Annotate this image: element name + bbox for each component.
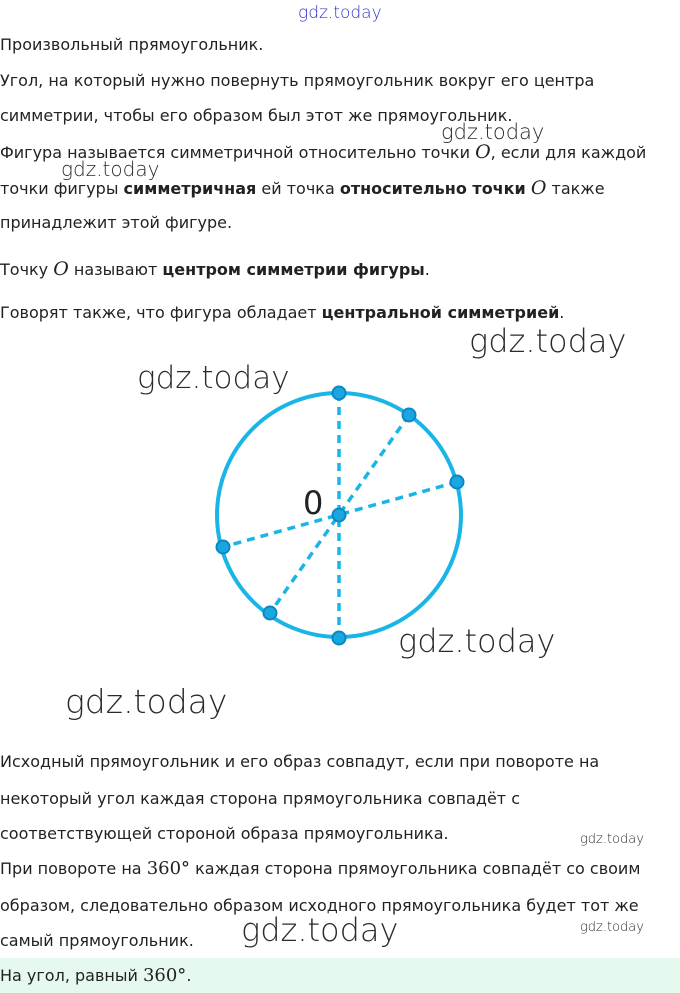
text-segment: На угол, равный	[0, 966, 143, 985]
answer-box	[0, 958, 680, 993]
watermark: gdz.today	[241, 911, 399, 949]
point-lower-left	[264, 607, 277, 620]
text-line-9: Исходный прямоугольник и его образ совпадут, если при повороте на	[0, 752, 600, 771]
angle-value: 360°	[142, 965, 187, 986]
point-left	[217, 541, 230, 554]
watermark: gdz.today	[65, 682, 228, 721]
text-line-1: Произвольный прямоугольник.	[0, 35, 264, 54]
bold-term: центром симметрии фигуры	[162, 260, 425, 279]
watermark: gdz.today	[61, 157, 160, 181]
watermark: gdz.today	[441, 120, 545, 144]
text-segment: ей точка	[256, 179, 340, 198]
point-o-symbol: O	[530, 177, 547, 199]
text-segment: .	[424, 260, 430, 279]
watermark-small: gdz.today	[580, 832, 644, 847]
text-line-11: соответствующей стороной образа прямоугольника.	[0, 824, 449, 843]
text-line-6: принадлежит этой фигуре.	[0, 213, 233, 232]
text-line-10: некоторый угол каждая сторона прямоугольника совпадёт с	[0, 789, 521, 808]
point-bottom	[333, 632, 346, 645]
angle-value: 360°	[146, 858, 191, 879]
text-segment: Говорят также, что фигура обладает	[0, 303, 322, 322]
point-upper-right	[403, 409, 416, 422]
text-segment: каждая сторона прямоугольника совпадёт со своим	[190, 859, 641, 878]
text-segment: называют	[68, 260, 163, 279]
bold-term: симметричная	[123, 179, 257, 198]
watermark: gdz.today	[469, 322, 627, 360]
point-o-symbol: O	[475, 141, 491, 163]
center-label: 0	[303, 484, 324, 522]
point-center	[333, 509, 346, 522]
text-line-13: образом, следовательно образом исходного прямоугольника будет тот же	[0, 896, 639, 915]
answer-text	[0, 965, 191, 987]
text-segment: также	[546, 179, 605, 198]
point-top	[333, 387, 346, 400]
text-line-3: симметрии, чтобы его образом был этот же прямоугольник.	[0, 106, 513, 125]
text-segment: Фигура называется симметричной относительно точки	[0, 143, 476, 162]
bold-term: относительно точки	[339, 179, 526, 198]
text-line-12	[0, 858, 640, 880]
watermark: gdz.today	[398, 622, 556, 660]
point-right	[451, 476, 464, 489]
bold-term: центральной симметрией	[321, 303, 560, 322]
text-segment: , если для каждой	[490, 143, 647, 162]
point-o-symbol: O	[53, 258, 69, 280]
watermark-small: gdz.today	[580, 920, 644, 935]
text-segment: При повороте на	[0, 859, 147, 878]
watermark: gdz.today	[137, 360, 290, 396]
text-segment: .	[559, 303, 565, 322]
text-segment: .	[186, 966, 192, 985]
watermark-top: gdz.today	[298, 3, 382, 23]
text-line-2: Угол, на который нужно повернуть прямоугольник вокруг его центра	[0, 71, 595, 90]
text-segment: Точку	[0, 260, 54, 279]
text-segment: точки фигуры	[0, 179, 124, 198]
text-line-14: самый прямоугольник.	[0, 931, 194, 950]
